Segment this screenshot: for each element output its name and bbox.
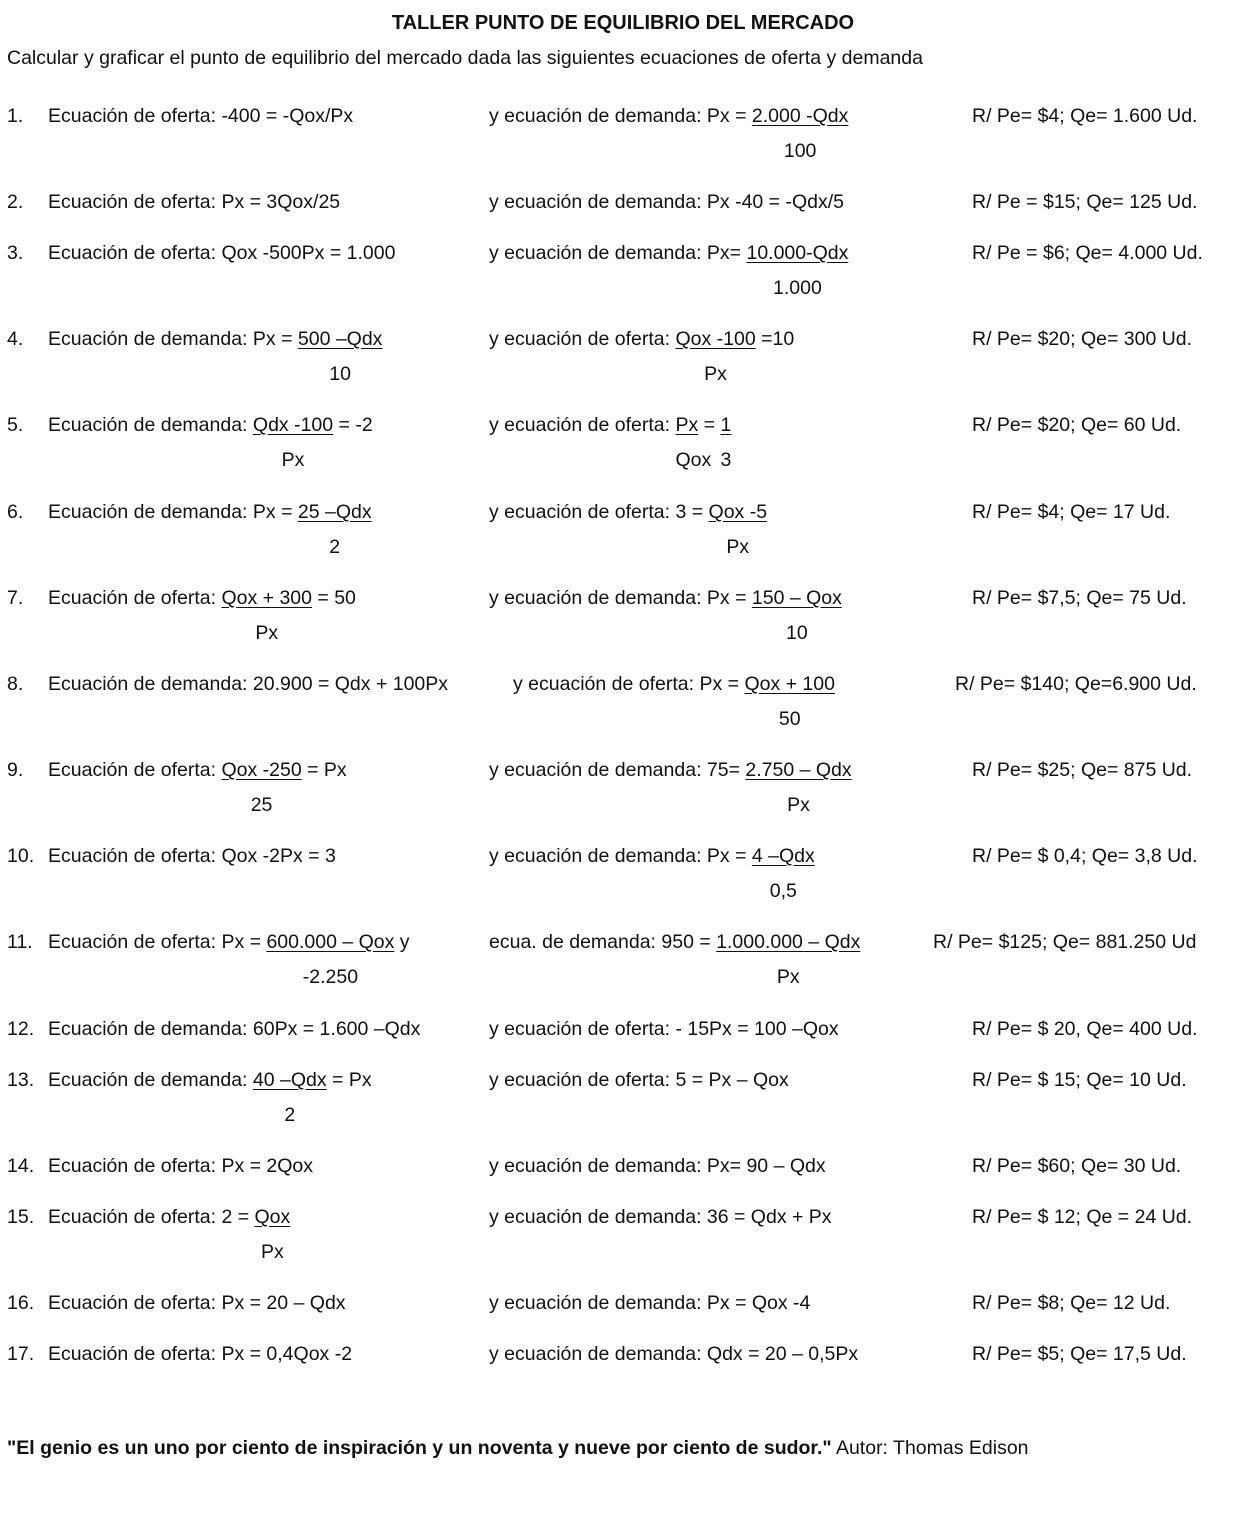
equation-text: Ecuación de oferta: Qox -2Px = 3 [48,845,336,867]
first-equation [48,328,383,385]
first-equation [48,242,395,265]
second-equation [489,105,849,162]
fraction [746,242,849,299]
second-equation [489,759,852,816]
second-equation [489,242,849,299]
answer: R/ Pe= $4; Qe= 1.600 Ud. [972,105,1198,127]
equation-text: y [394,931,410,953]
equation-text: y ecuación de demanda: Px = [489,105,752,127]
exercise-row [0,414,1246,471]
equation-text: y ecuación de oferta: [489,414,676,436]
second-equation [489,1155,826,1178]
fraction-numerator: Qdx -100 [252,414,334,436]
fraction [720,414,732,471]
equation-text: ecua. de demanda: 950 = [489,931,717,953]
fraction-denominator: 2 [329,536,341,558]
fraction [744,673,835,730]
equation-text: y ecuación de oferta: Px = [513,673,745,695]
first-equation [48,1069,372,1126]
instructions: Calcular y graficar el punto de equilibrio del mercado dada las siguientes ecuaciones de oferta y demanda [7,47,923,69]
fraction-denominator: 3 [720,449,732,471]
exercise-row [0,242,1246,299]
fraction-denominator: 100 [783,140,817,162]
equation-text: = Px [326,1069,372,1091]
fraction-numerator: 2.000 -Qdx [751,105,849,127]
fraction-numerator: 600.000 – Qox [266,931,395,953]
fraction [221,759,302,816]
fraction-denominator: 2 [284,1104,296,1126]
fraction-numerator: 150 – Qox [751,587,842,609]
exercise-number: 11. [7,931,33,953]
first-equation [48,1292,346,1315]
exercise-row [0,105,1246,162]
exercise-number: 10. [7,845,35,867]
quote [7,1437,1029,1460]
equation-text: y ecuación de demanda: Px = [489,845,752,867]
answer: R/ Pe= $4; Qe= 17 Ud. [972,501,1171,523]
fraction [675,328,756,385]
exercise-row [0,1292,1246,1322]
answer: R/ Pe= $20; Qe= 60 Ud. [972,414,1182,436]
first-equation [48,845,336,868]
answer: R/ Pe= $7,5; Qe= 75 Ud. [972,587,1187,609]
fraction [751,845,815,902]
answer: R/ Pe = $15; Qe= 125 Ud. [972,191,1198,213]
answer: R/ Pe= $20; Qe= 300 Ud. [972,328,1193,350]
first-equation [48,414,373,471]
equation-text: Ecuación de demanda: Px = [48,501,298,523]
fraction-denominator: Px [726,536,750,558]
exercise-number: 8. [7,673,24,695]
fraction [716,931,861,988]
equation-text: Ecuación de oferta: Px = 3Qox/25 [48,191,341,213]
first-equation [48,759,347,816]
exercise-number: 4. [7,328,24,350]
equation-text: y ecuación de demanda: Px= [489,242,747,264]
fraction-numerator: 4 –Qdx [751,845,815,867]
equation-text: y ecuación de oferta: 5 = Px – Qox [489,1069,789,1091]
first-equation [48,501,372,558]
exercise-number: 2. [7,191,24,213]
exercise-number: 9. [7,759,24,781]
answer: R/ Pe= $140; Qe=6.900 Ud. [955,673,1197,695]
fraction [708,501,768,558]
fraction-denominator: Px [255,622,279,644]
equation-text: Ecuación de demanda: 60Px = 1.600 –Qdx [48,1018,421,1040]
fraction-numerator: Px [675,414,699,436]
fraction [751,105,849,162]
first-equation [48,1155,313,1178]
first-equation [48,1206,291,1263]
answer: R/ Pe= $125; Qe= 881.250 Ud [933,931,1197,953]
equation-text: Ecuación de demanda: Px = [48,328,298,350]
second-equation [489,501,768,558]
exercise-number: 17. [7,1343,35,1365]
equation-text: y ecuación de demanda: Px= 90 – Qdx [489,1155,826,1177]
exercise-number: 3. [7,242,24,264]
exercise-row [0,1155,1246,1185]
second-equation [489,1343,858,1366]
first-equation [48,587,356,644]
exercise-row [0,1069,1246,1126]
exercise-number: 1. [7,105,24,127]
equation-text: Ecuación de oferta: Px = 2Qox [48,1155,314,1177]
equation-text: Ecuación de oferta: -400 = -Qox/Px [48,105,354,127]
first-equation [48,1018,420,1041]
fraction-numerator: Qox -250 [221,759,302,781]
first-equation [48,673,448,696]
equation-text: Ecuación de oferta: Px = [48,931,267,953]
equation-text: Ecuación de demanda: [48,414,253,436]
fraction [675,414,712,471]
exercise-number: 14. [7,1155,35,1177]
answer: R/ Pe= $ 12; Qe = 24 Ud. [972,1206,1193,1228]
exercise-row [0,1206,1246,1263]
second-equation [489,328,795,385]
fraction-numerator: 1.000.000 – Qdx [716,931,861,953]
fraction-denominator: Px [261,1241,284,1263]
second-equation [489,1206,832,1229]
exercise-row [0,931,1246,988]
fraction [745,759,852,816]
equation-text: = [698,414,721,436]
fraction [266,931,395,988]
exercise-number: 13. [7,1069,35,1091]
document-title: TALLER PUNTO DE EQUILIBRIO DEL MERCADO [391,12,855,34]
exercise-number: 15. [7,1206,35,1228]
equation-text: = Px [301,759,347,781]
answer: R/ Pe= $25; Qe= 875 Ud. [972,759,1193,781]
exercise-row [0,328,1246,385]
fraction-denominator: 50 [778,708,801,730]
second-equation [489,845,815,902]
second-equation [489,1018,839,1041]
exercise-number: 16. [7,1292,35,1314]
fraction-denominator: Qox [675,449,712,471]
first-equation [48,191,340,214]
fraction-denominator: Px [776,966,800,988]
exercise-row [0,501,1246,558]
fraction-denominator: 10 [786,622,808,644]
answer: R/ Pe= $8; Qe= 12 Ud. [972,1292,1171,1314]
quote-text: "El genio es un uno por ciento de inspiración y un noventa y nueve por ciento de sudor." [7,1437,832,1459]
fraction-denominator: 10 [329,363,351,385]
fraction-numerator: Qox + 300 [221,587,312,609]
fraction-denominator: 1.000 [773,277,822,299]
equation-text: y ecuación de demanda: Px = Qox -4 [489,1292,811,1314]
equation-text: y ecuación de demanda: Px = [489,587,752,609]
exercise-row [0,759,1246,816]
second-equation [489,587,842,644]
exercise-number: 12. [7,1018,35,1040]
equation-text: Ecuación de demanda: 20.900 = Qdx + 100Px [48,673,449,695]
fraction-numerator: 10.000-Qdx [746,242,849,264]
fraction-denominator: 25 [250,794,273,816]
equation-text: Ecuación de demanda: [48,1069,253,1091]
second-equation [489,191,844,214]
fraction-numerator: 40 –Qdx [252,1069,327,1091]
exercise-number: 7. [7,587,24,609]
answer: R/ Pe = $6; Qe= 4.000 Ud. [972,242,1203,264]
exercise-row [0,845,1246,902]
exercise-row [0,191,1246,221]
fraction [252,1069,327,1126]
fraction-denominator: Px [787,794,810,816]
exercise-number: 6. [7,501,24,523]
equation-text: y ecuación de oferta: - 15Px = 100 –Qox [489,1018,839,1040]
equation-text: Ecuación de oferta: [48,587,222,609]
exercise-row [0,1018,1246,1048]
fraction-numerator: 1 [720,414,732,436]
second-equation [513,673,835,730]
fraction-numerator: Qox [254,1206,291,1228]
equation-text: y ecuación de oferta: 3 = [489,501,709,523]
equation-text: y ecuación de demanda: 36 = Qdx + Px [489,1206,832,1228]
exercise-number: 5. [7,414,24,436]
fraction-denominator: Px [281,449,305,471]
answer: R/ Pe= $ 15; Qe= 10 Ud. [972,1069,1187,1091]
equation-text: y ecuación de oferta: [489,328,676,350]
fraction-denominator: 0,5 [769,880,797,902]
fraction-numerator: Qox + 100 [744,673,835,695]
first-equation [48,1343,352,1366]
fraction-denominator: -2.250 [302,966,359,988]
equation-text: = 50 [311,587,356,609]
equation-text: Ecuación de oferta: 2 = [48,1206,255,1228]
equation-text: y ecuación de demanda: Qdx = 20 – 0,5Px [489,1343,859,1365]
equation-text: = -2 [333,414,373,436]
second-equation [489,931,861,988]
fraction [297,501,372,558]
answer: R/ Pe= $ 0,4; Qe= 3,8 Ud. [972,845,1198,867]
equation-text: Ecuación de oferta: Px = 20 – Qdx [48,1292,346,1314]
exercise-row [0,1343,1246,1373]
fraction [751,587,842,644]
fraction [254,1206,291,1263]
answer: R/ Pe= $5; Qe= 17,5 Ud. [972,1343,1187,1365]
fraction [297,328,383,385]
first-equation [48,105,353,128]
fraction-numerator: 500 –Qdx [297,328,383,350]
equation-text: Ecuación de oferta: Qox -500Px = 1.000 [48,242,396,264]
fraction-numerator: 25 –Qdx [297,501,372,523]
second-equation [489,1069,789,1092]
exercise-row [0,673,1246,730]
answer: R/ Pe= $60; Qe= 30 Ud. [972,1155,1182,1177]
second-equation [489,1292,810,1315]
answer: R/ Pe= $ 20, Qe= 400 Ud. [972,1018,1198,1040]
exercise-row [0,587,1246,644]
fraction-denominator: Px [704,363,727,385]
equation-text: Ecuación de oferta: [48,759,222,781]
fraction [252,414,334,471]
equation-text: =10 [755,328,795,350]
equation-text: Ecuación de oferta: Px = 0,4Qox -2 [48,1343,353,1365]
equation-text: y ecuación de demanda: Px -40 = -Qdx/5 [489,191,844,213]
quote-author: Autor: Thomas Edison [831,1437,1029,1459]
fraction-numerator: Qox -5 [708,501,768,523]
fraction-numerator: 2.750 – Qdx [745,759,852,781]
first-equation [48,931,410,988]
equation-text: y ecuación de demanda: 75= [489,759,746,781]
fraction-numerator: Qox -100 [675,328,756,350]
fraction [221,587,312,644]
second-equation [489,414,732,471]
